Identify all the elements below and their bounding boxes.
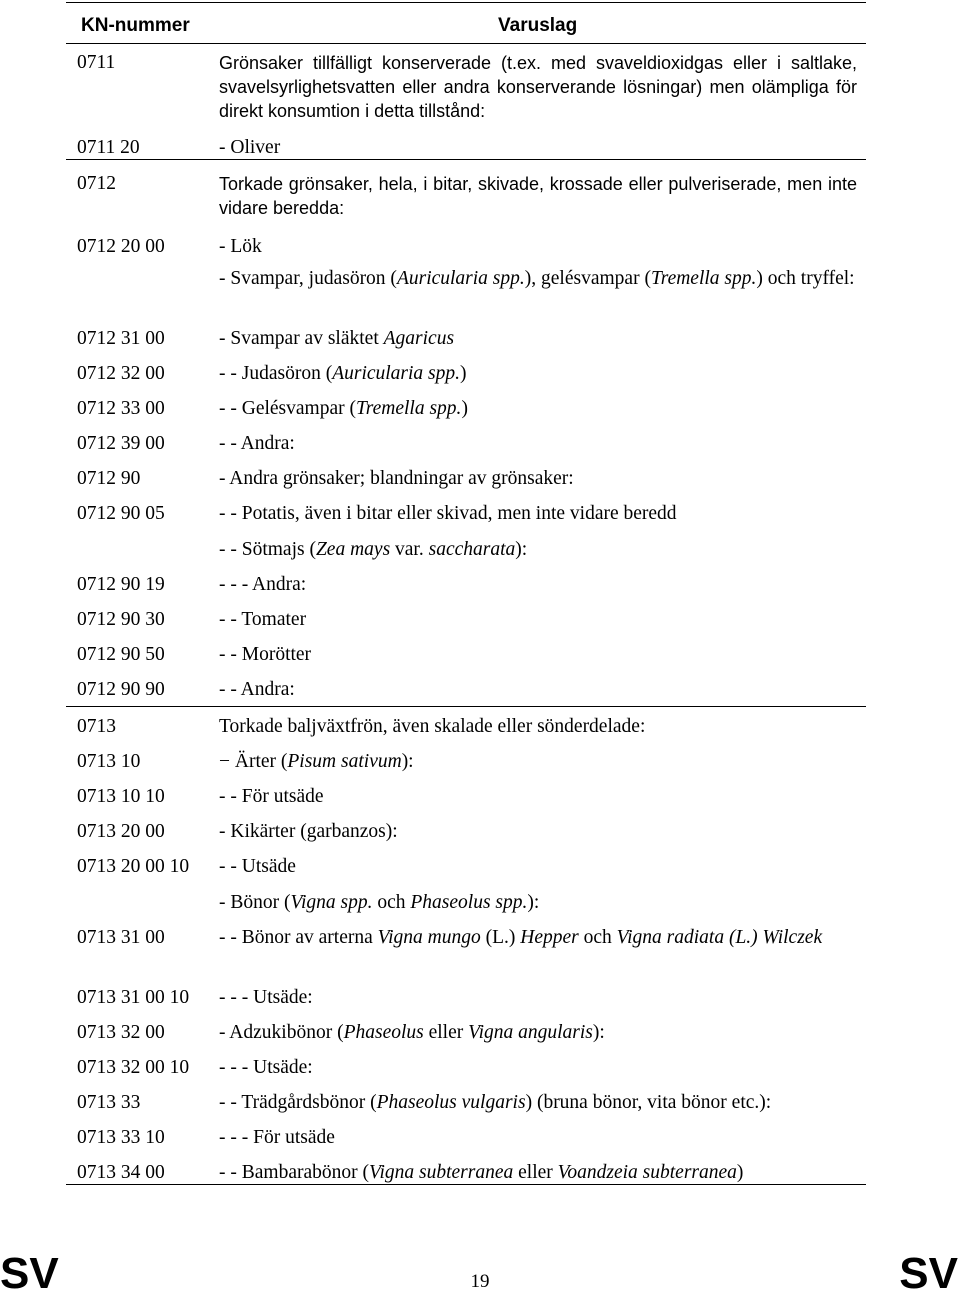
latin-name: Vigna spp.	[290, 892, 373, 913]
kn-code: 0712 32 00	[77, 363, 165, 384]
latin-name: Zea mays	[315, 539, 391, 560]
kn-code: 0712 20 00	[77, 236, 165, 257]
kn-code: 0712 39 00	[77, 433, 165, 454]
kn-code: 0713 20 00	[77, 821, 165, 842]
latin-name: Phaseolus spp.	[410, 892, 528, 913]
latin-name: Phaseolus	[343, 1022, 424, 1043]
description	[219, 327, 857, 351]
latin-name: Phaseolus vulgaris	[376, 1092, 526, 1113]
description-text: )	[736, 1162, 744, 1183]
description: - - - Utsäde:	[219, 987, 313, 1008]
kn-code: 0712 90 90	[77, 679, 165, 700]
kn-code: 0712 90 05	[77, 503, 165, 524]
kn-code: 0713 10 10	[77, 786, 165, 807]
description: - - Andra:	[219, 433, 295, 454]
description-text: ), gelésvampar (	[524, 268, 651, 289]
description	[219, 926, 857, 950]
description: Torkade grönsaker, hela, i bitar, skivade, krossade eller pulveriserade, men inte vidare beredda:	[219, 174, 857, 218]
description	[219, 1091, 857, 1115]
description: - Oliver	[219, 137, 281, 158]
kn-code: 0713 32 00	[77, 1022, 165, 1043]
kn-code: 0713 33 10	[77, 1127, 165, 1148]
table-top-rule	[66, 2, 866, 3]
kn-code: 0711	[77, 52, 116, 73]
footer-lang-right: SV	[899, 1249, 958, 1298]
description-text: ):	[527, 892, 540, 913]
description	[219, 1161, 857, 1185]
description-text: ) och tryffel:	[756, 268, 855, 289]
footer-lang-left: SV	[0, 1249, 59, 1298]
description: - Kikärter (garbanzos):	[219, 821, 398, 842]
description-text: - - Bambarabönor (	[219, 1162, 369, 1183]
description: - - Morötter	[219, 644, 312, 665]
description-text: eller	[423, 1022, 469, 1043]
description: - - Andra:	[219, 679, 295, 700]
description-text: ):	[592, 1022, 605, 1043]
latin-name: Agaricus	[383, 328, 455, 349]
description: - Andra grönsaker; blandningar av grönsaker:	[219, 468, 574, 489]
header-code: KN-nummer	[81, 15, 190, 36]
kn-code: 0712	[77, 173, 116, 194]
description-text: ) (bruna bönor, vita bönor etc.):	[525, 1092, 772, 1113]
description-text: och	[578, 927, 617, 948]
kn-code: 0713 31 00 10	[77, 987, 190, 1008]
description-text: eller	[513, 1162, 558, 1183]
description	[219, 538, 857, 562]
description	[219, 750, 857, 774]
description-text: - Svampar av släktet	[219, 328, 384, 349]
description: - - - Andra:	[219, 574, 307, 595]
latin-name: Vigna subterranea	[368, 1162, 514, 1183]
description-text: - - Gelésvampar (	[219, 398, 356, 419]
description: - - - För utsäde	[219, 1127, 335, 1148]
kn-code: 0713	[77, 716, 116, 737]
header-desc: Varuslag	[498, 15, 578, 36]
latin-name: Voandzeia subterranea	[557, 1162, 737, 1183]
kn-code: 0712 31 00	[77, 328, 165, 349]
description: - - - Utsäde:	[219, 1057, 313, 1078]
kn-code: 0712 33 00	[77, 398, 165, 419]
description-text: )	[460, 363, 467, 384]
description: - Lök	[219, 236, 262, 257]
description	[219, 397, 857, 421]
section-rule	[66, 706, 866, 707]
description-text: - Adzukibönor (	[219, 1022, 344, 1043]
description	[219, 267, 857, 291]
description-text: (L.)	[480, 927, 521, 948]
latin-name: Tremella spp.	[355, 398, 462, 419]
description	[219, 362, 857, 386]
description-text: - - Sötmajs (	[219, 539, 316, 560]
kn-code: 0713 20 00 10	[77, 856, 190, 877]
description	[219, 1021, 857, 1045]
kn-code: 0712 90	[77, 468, 141, 489]
description-text: )	[461, 398, 468, 419]
description-text: och	[372, 892, 411, 913]
description: - - Tomater	[219, 609, 307, 630]
kn-code: 0712 90 30	[77, 609, 165, 630]
description-text: - - Trädgårdsbönor (	[219, 1092, 377, 1113]
kn-code: 0712 90 50	[77, 644, 165, 665]
description: - - För utsäde	[219, 786, 324, 807]
kn-code: 0712 90 19	[77, 574, 165, 595]
description-text: var.	[390, 539, 429, 560]
description-text: - Bönor (	[219, 892, 291, 913]
description	[219, 891, 857, 915]
kn-code: 0713 34 00	[77, 1162, 165, 1183]
kn-code: 0713 32 00 10	[77, 1057, 190, 1078]
latin-name: Tremella spp.	[650, 268, 757, 289]
kn-code: 0713 33	[77, 1092, 141, 1113]
page-number: 19	[470, 1271, 490, 1292]
description: Grönsaker tillfälligt konserverade (t.ex. med svaveldioxidgas eller i saltlake, svavelsyrlighetsvatten eller andra konserverande lösningar) men olämpliga för direkt konsumtion i detta tillstånd:	[219, 53, 857, 121]
description-text: ):	[515, 539, 528, 560]
latin-name: Vigna mungo	[377, 927, 481, 948]
latin-name: Hepper	[520, 927, 579, 948]
kn-code: 0711 20	[77, 137, 140, 158]
latin-name: Vigna radiata (L.) Wilczek	[616, 927, 823, 948]
kn-code: 0713 31 00	[77, 927, 165, 948]
latin-name: Vigna angularis	[468, 1022, 593, 1043]
description-text: − Ärter (	[219, 751, 288, 772]
description: - - Potatis, även i bitar eller skivad, men inte vidare beredd	[219, 503, 677, 524]
description-text: - - Bönor av arterna	[219, 927, 378, 948]
latin-name: Auricularia spp.	[332, 363, 461, 384]
latin-name: saccharata	[428, 539, 516, 560]
description-text: - - Judasöron (	[219, 363, 333, 384]
header-rule	[66, 43, 866, 44]
kn-code: 0713 10	[77, 751, 141, 772]
latin-name: Pisum sativum	[287, 751, 402, 772]
description: Torkade baljväxtfrön, även skalade eller sönderdelade:	[219, 716, 646, 737]
description-text: - Svampar, judasöron (	[219, 268, 397, 289]
description: - - Utsäde	[219, 856, 296, 877]
description-text: ):	[401, 751, 414, 772]
latin-name: Auricularia spp.	[396, 268, 525, 289]
